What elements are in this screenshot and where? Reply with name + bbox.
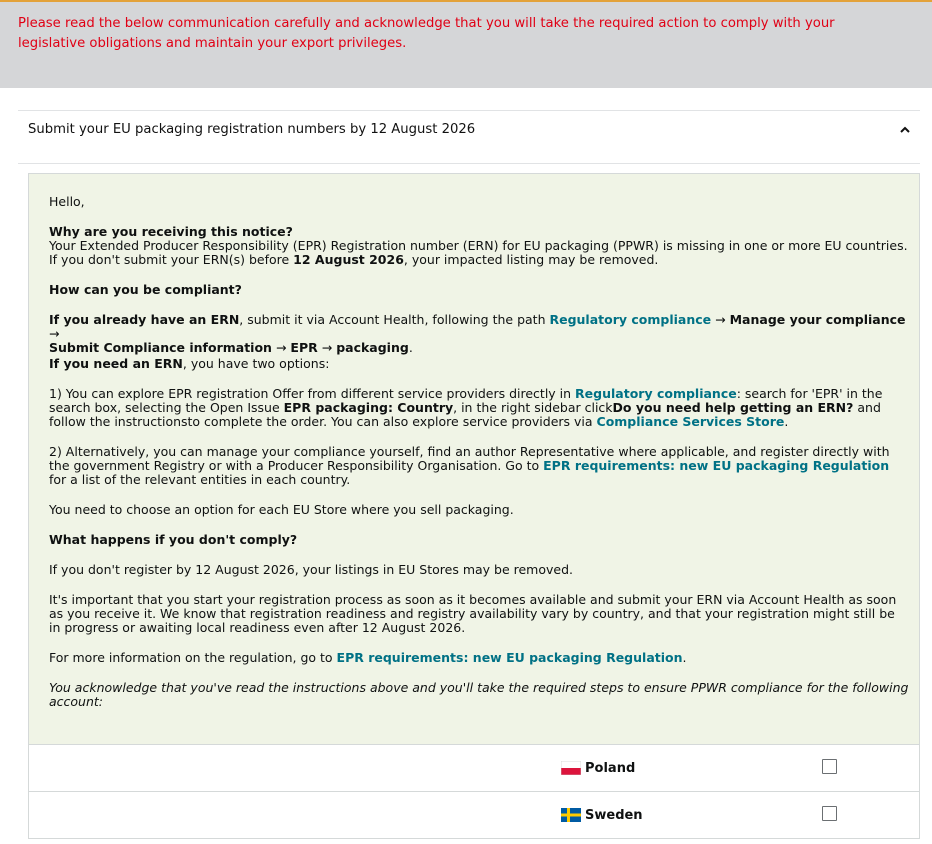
sweden-checkbox[interactable] [822,806,837,821]
why-section: Why are you receiving this notice? Your Extended Producer Responsibility (EPR) Registration number (ERN) for EU packaging (PPWR) is missing in one or more EU countries. If you don't submit your ERN(s) before 12 August 2026, your impacted listing may be removed. [49,224,908,267]
choose-option-text: You need to choose an option for each EU Store where you sell packaging. [49,502,514,517]
banner-message: Please read the below communication carefully and acknowledge that you will take the required action to comply with your legislative obligations and maintain your export privileges. [18,16,835,51]
more-info-paragraph: For more information on the regulation, go to EPR requirements: new EU packaging Regulation. [49,650,687,665]
have-ern-paragraph: If you already have an ERN, submit it via Account Health, following the path Regulatory compliance → Manage your compliance → Submit Compliance information → EPR → packaging. [49,312,906,355]
compliance-services-store-link[interactable]: Compliance Services Store [596,414,785,429]
need-ern-paragraph: If you need an ERN, you have two options: [49,356,330,371]
accordion-header[interactable] [18,110,920,164]
option-1-paragraph: 1) You can explore EPR registration Offer from different service providers directly in Regulatory compliance: search for 'EPR' in the search box, selecting the Open Issue EPR packaging: Country, in the right sidebar clickDo you need help getting an ERN? and follow the instructionsto complete the order. You can also explore service providers via Compliance Services Store. [49,386,883,429]
dont-comply-heading: What happens if you don't comply? [49,532,298,547]
poland-checkbox[interactable] [822,759,837,774]
poland-flag-icon [561,761,581,775]
regulatory-compliance-link[interactable]: Regulatory compliance [549,312,712,327]
acknowledgement-text: You acknowledge that you've read the instructions above and you'll take the required steps to ensure PPWR compliance for the following account: [49,680,909,709]
epr-requirements-link-2[interactable]: EPR requirements: new EU packaging Regulation [336,650,683,665]
greeting: Hello, [49,194,85,209]
regulatory-compliance-link-2[interactable]: Regulatory compliance [575,386,737,401]
dont-comply-text: If you don't register by 12 August 2026, your listings in EU Stores may be removed. [49,562,574,577]
country-row-poland [28,745,920,792]
important-text: It's important that you start your registration process as soon as it becomes available and submit your ERN via Account Health as soon as you receive it. We know that registration readiness and registry availability vary by country, and that your registration might still be in progress or awaiting local readiness even after 12 August 2026. [49,592,897,635]
sweden-flag-icon [561,808,581,822]
option-2-paragraph: 2) Alternatively, you can manage your compliance yourself, find an author Representative where applicable, and register directly with the government Registry or with a Producer Responsibility Organisation. Go to EPR requirements: new EU packaging Regulation for a list of the relevant entities in each country. [49,444,890,487]
compliance-banner [0,0,932,88]
country-name: Sweden [585,808,643,823]
epr-requirements-link[interactable]: EPR requirements: new EU packaging Regulation [543,458,890,473]
notice-panel [28,173,920,745]
deadline: 12 August 2026 [293,252,404,267]
chevron-up-icon[interactable] [894,119,916,141]
country-name: Poland [585,761,636,776]
why-heading: Why are you receiving this notice? [49,224,293,239]
accordion-title: Submit your EU packaging registration numbers by 12 August 2026 [28,122,476,137]
country-row-sweden [28,792,920,839]
compliant-heading: How can you be compliant? [49,282,242,297]
